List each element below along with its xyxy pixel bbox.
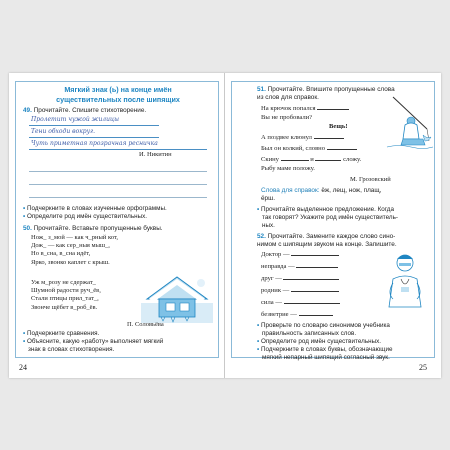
heading-line-1: Мягкий знак (ь) на конце имён xyxy=(64,85,172,94)
bullet-continuation: ных. xyxy=(262,222,275,229)
line-text: На крючок попался xyxy=(261,105,316,112)
exercise-bullet: • Подчеркните в словах буквы, обозначающие xyxy=(257,346,393,353)
exercise-bullet: • Определите род имён существительных. xyxy=(257,338,381,345)
task-instruction: Прочитайте. Вставьте пропущенные буквы. xyxy=(33,225,163,232)
synonym-row xyxy=(261,299,340,307)
writing-guide xyxy=(29,149,207,150)
textbook-spread xyxy=(9,73,441,378)
task-number: 49. xyxy=(23,107,32,114)
synonym-row xyxy=(261,287,339,295)
bullet-continuation: знак в словах стихотворения. xyxy=(28,346,115,353)
writing-guide xyxy=(29,125,159,126)
fill-line: Вы не пробовали? xyxy=(261,114,313,121)
fill-line: Рыбу маме положу. xyxy=(261,165,315,172)
poem-line: Нож_ з_мой — как ч_рный кот, xyxy=(31,234,118,241)
line-text: Скину xyxy=(261,156,279,163)
poem-author: П. Соловьёва xyxy=(127,321,164,328)
writing-line xyxy=(29,184,207,185)
page-left xyxy=(9,73,225,378)
exercise-bullet: • Подчеркните в словах изученные орфограммы. xyxy=(23,205,167,212)
line-text: Был он колкий, словно xyxy=(261,145,326,152)
poem-line: Ярко, звонко каплет с крыш. xyxy=(31,258,110,266)
synonym-word: родник — xyxy=(261,287,290,294)
poem-stanza-2 xyxy=(31,279,101,312)
task-49 xyxy=(23,107,146,115)
fisherman-illustration xyxy=(385,95,435,149)
answer-blank[interactable] xyxy=(315,160,341,161)
snowy-house-illustration xyxy=(141,273,213,323)
poem-stanza-1 xyxy=(31,234,118,267)
bullet-text: Прочитайте выделенное предложение. Когда xyxy=(260,206,394,213)
handwritten-line: Пролетит чужой жилицы xyxy=(31,116,120,123)
task-number: 50. xyxy=(23,225,32,232)
task-instruction: Прочитайте. Замените каждое слово сино- xyxy=(267,233,396,240)
bullet-text: Объясните, какую «работу» выполняет мягкий xyxy=(26,338,164,345)
poem-line: Дож_ — как сер_ныя мыш_, xyxy=(31,242,110,250)
synonym-word: Доктор — xyxy=(261,251,290,258)
task-52 xyxy=(257,233,433,249)
synonym-row xyxy=(261,251,339,259)
bullet-continuation: так говорят? Укажите род имён существитель- xyxy=(262,214,398,221)
bullet-continuation: правильность записанных слов. xyxy=(262,330,357,337)
bullet-text: Подчеркните в словах изученные орфограммы. xyxy=(26,205,167,212)
poem-author: М. Грозовский xyxy=(350,176,391,183)
task-instruction-cont: из слов для справок. xyxy=(257,94,319,101)
answer-blank[interactable] xyxy=(291,255,339,256)
fill-line xyxy=(261,156,361,164)
fill-line xyxy=(261,105,349,113)
answer-blank[interactable] xyxy=(296,267,338,268)
synonym-row xyxy=(261,311,333,319)
bullet-text: Проверьте по словарю синонимов учебника xyxy=(260,322,390,329)
task-50 xyxy=(23,225,163,233)
line-text: сложу. xyxy=(343,156,362,163)
line-text: и xyxy=(310,156,314,163)
reference-words xyxy=(261,187,433,203)
bullet-text: Определите род имён существительных. xyxy=(260,338,381,345)
task-instruction: Прочитайте. Спишите стихотворение. xyxy=(33,107,147,114)
reference-label: Слова для справок: xyxy=(261,187,320,194)
synonym-word: друг — xyxy=(261,275,282,282)
poem-author: И. Никитин xyxy=(139,151,172,158)
answer-blank[interactable] xyxy=(314,138,344,139)
synonym-word: безветрие — xyxy=(261,311,297,318)
synonym-word: сила — xyxy=(261,299,282,306)
synonym-row xyxy=(261,275,339,283)
page-number: 24 xyxy=(19,363,27,372)
bullet-text: Подчеркните сравнения. xyxy=(26,330,100,337)
page-right xyxy=(225,73,441,378)
fill-line xyxy=(261,145,357,153)
page-number: 25 xyxy=(419,363,427,372)
line-text: А поздвее клюнул xyxy=(261,134,312,141)
task-number: 51. xyxy=(257,86,266,93)
poem-line: Звонче щёбет в_роб_ёв. xyxy=(31,303,98,311)
handwritten-line: Тени обходи вокруг. xyxy=(31,128,96,135)
synonym-word: неправда — xyxy=(261,263,295,270)
bullet-continuation: мягкий непарный шипящий согласный звук. xyxy=(262,354,390,361)
poem-line: Шумной радости руч_ёв, xyxy=(31,287,101,295)
synonym-row xyxy=(261,263,338,271)
emphasis-text: Вещь! xyxy=(329,123,348,130)
answer-blank[interactable] xyxy=(284,303,340,304)
exercise-bullet: • Определите род имён существительных. xyxy=(23,213,147,220)
exercise-bullet: • Объясните, какую «работу» выполняет мягкий xyxy=(23,338,164,345)
handwritten-line: Чуть приметная прозрачная ресничка xyxy=(31,140,158,147)
exercise-bullet: • Прочитайте выделенное предложение. Когда xyxy=(257,206,394,213)
poem-line: Уж м_розу не сдержат_ xyxy=(31,279,96,286)
answer-blank[interactable] xyxy=(327,149,357,150)
poem-line: Но в_сна, в_сна идёт, xyxy=(31,250,91,258)
answer-blank[interactable] xyxy=(283,279,339,280)
bullet-text: Подчеркните в словах буквы, обозначающие xyxy=(260,346,393,353)
doctor-illustration xyxy=(379,249,431,309)
writing-guide xyxy=(29,137,159,138)
answer-blank[interactable] xyxy=(291,291,339,292)
poem-line: Стали птицы прил_тат_, xyxy=(31,295,99,303)
section-heading xyxy=(23,85,213,105)
answer-blank[interactable] xyxy=(317,109,349,110)
answer-blank[interactable] xyxy=(281,160,309,161)
fill-line xyxy=(261,134,344,142)
exercise-bullet: • Подчеркните сравнения. xyxy=(23,330,100,337)
reference-list-cont: ёрш. xyxy=(261,195,276,202)
reference-list: ёж, лещ, нож, плащ, xyxy=(321,187,382,194)
writing-line xyxy=(29,197,207,198)
task-number: 52. xyxy=(257,233,266,240)
task-instruction-cont: нимом с шипящим звуком на конце. Запишите. xyxy=(257,241,397,248)
heading-line-2: существительных после шипящих xyxy=(56,95,180,104)
bullet-text: Определите род имён существительных. xyxy=(26,213,147,220)
answer-blank[interactable] xyxy=(299,315,333,316)
exercise-bullet: • Проверьте по словарю синонимов учебника xyxy=(257,322,390,329)
writing-line xyxy=(29,171,207,172)
task-instruction: Прочитайте. Впишите пропущенные слова xyxy=(267,86,395,93)
